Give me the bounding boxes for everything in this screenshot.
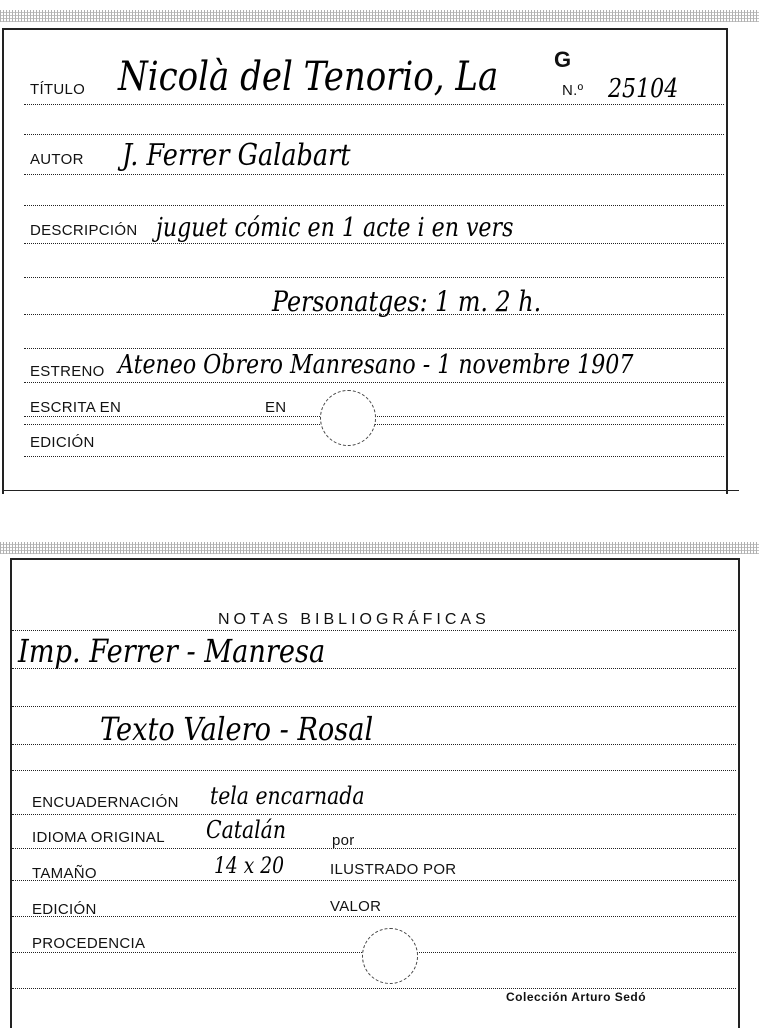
tamano-value: 14 x 20	[214, 854, 285, 879]
encuadernacion-value: tela encarnada	[210, 782, 365, 810]
encuadernacion-label: ENCUADERNACIÓN	[32, 794, 179, 811]
stamp-mark-bottom	[362, 928, 418, 984]
idioma-value: Catalán	[206, 816, 286, 844]
titulo-label: TÍTULO	[30, 81, 86, 98]
autor-value: J. Ferrer Galabart	[122, 138, 351, 173]
procedencia-label: PROCEDENCIA	[32, 935, 146, 952]
descripcion-label: DESCRIPCIÓN	[30, 222, 138, 239]
note-line-1: Imp. Ferrer - Manresa	[18, 632, 326, 670]
ilustrado-label: ILUSTRADO POR	[330, 861, 457, 878]
tamano-label: TAMAÑO	[32, 865, 97, 882]
edicion-label-bottom: EDICIÓN	[32, 901, 97, 918]
escrita-en-label: ESCRITA EN	[30, 399, 122, 416]
stamp-mark	[320, 390, 376, 446]
numero-value: 25104	[608, 74, 679, 104]
scan-noise-bottom	[0, 542, 759, 554]
autor-label: AUTOR	[30, 151, 84, 168]
edicion-label-top: EDICIÓN	[30, 434, 95, 451]
por-label: por	[332, 832, 355, 849]
catalog-card-back	[0, 536, 759, 1028]
note-line-2: Texto Valero - Rosal	[100, 710, 374, 748]
scan-noise-top	[0, 10, 759, 22]
valor-label: VALOR	[330, 898, 382, 915]
descripcion-value-2: Personatges: 1 m. 2 h.	[272, 285, 542, 318]
titulo-value: Nicolà del Tenorio, La	[118, 54, 499, 100]
estreno-value: Ateneo Obrero Manresano - 1 novembre 1907	[118, 350, 634, 380]
descripcion-value: juguet cómic en 1 acte i en vers	[156, 213, 514, 243]
notas-heading: NOTAS BIBLIOGRÁFICAS	[218, 611, 490, 628]
catalog-card-front	[0, 0, 759, 500]
numero-label: N.º	[562, 82, 584, 99]
estreno-label: ESTRENO	[30, 363, 105, 380]
en-label: EN	[265, 399, 287, 416]
idioma-label: IDIOMA ORIGINAL	[32, 829, 165, 846]
collection-footer: Colección Arturo Sedó	[506, 990, 647, 1004]
series-letter: G	[554, 47, 572, 72]
